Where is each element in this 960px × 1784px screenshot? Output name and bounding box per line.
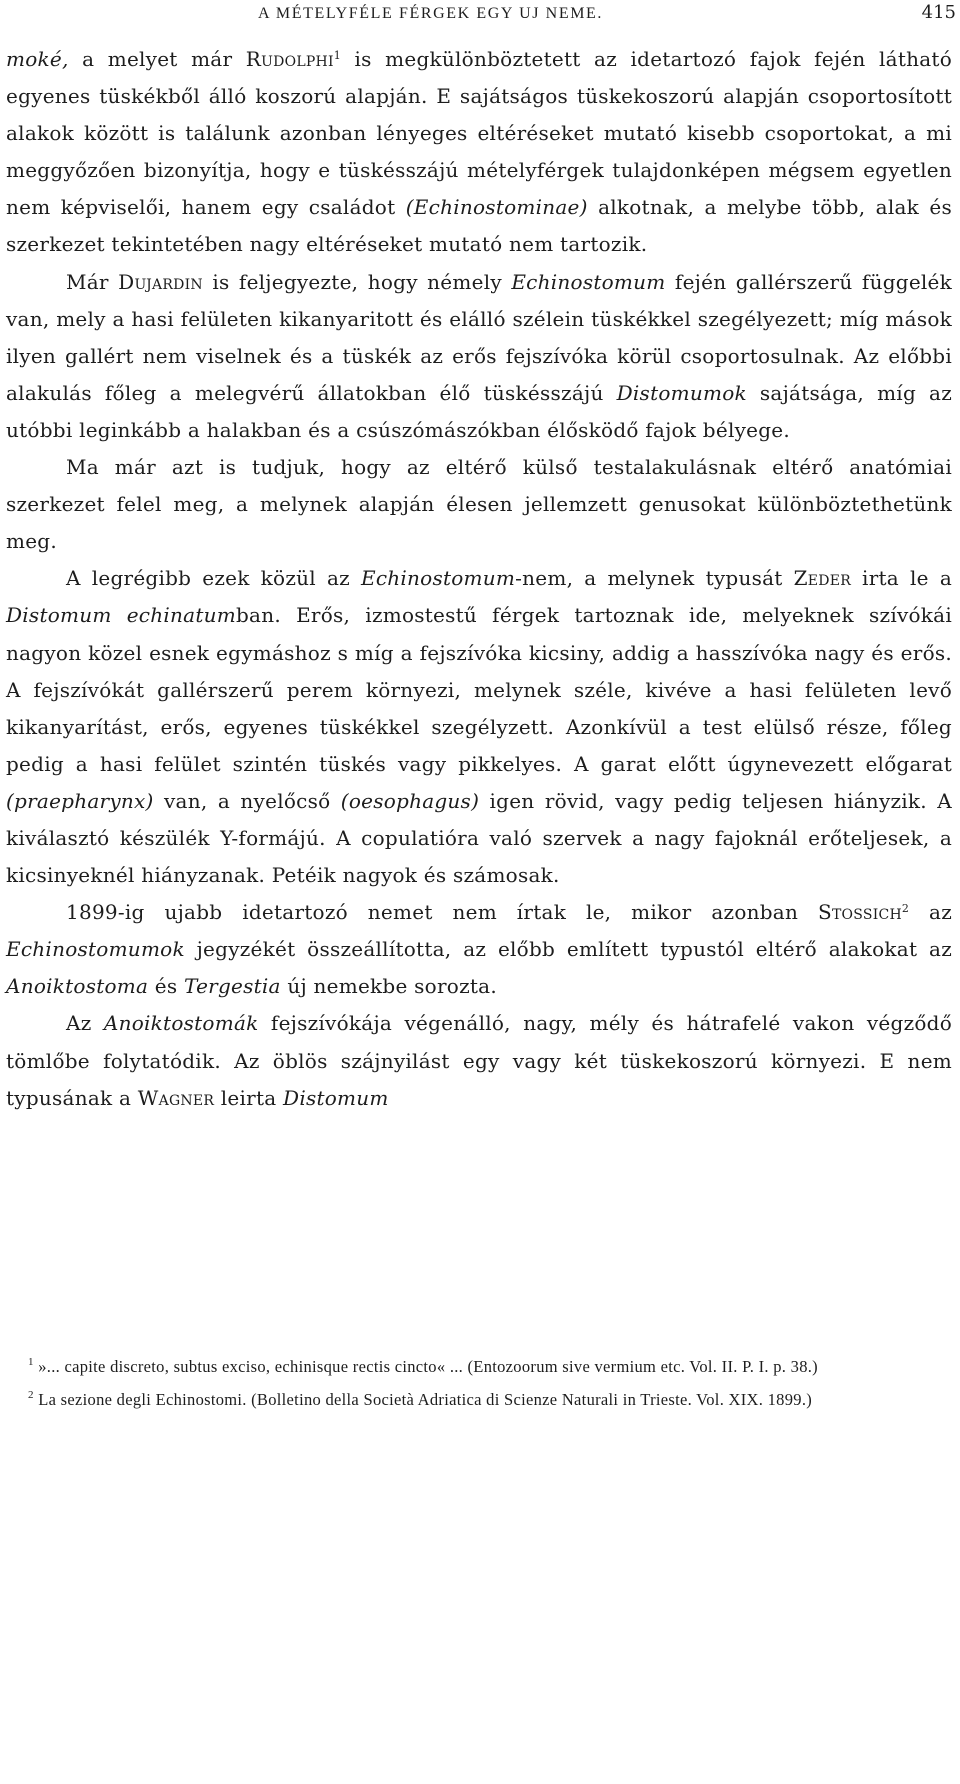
italic-term: moké, bbox=[6, 47, 69, 71]
text-run: fejszívókája végenálló, nagy, mély és hátrafelé vakon végződő tömlőbe folytatódik. Az öblös szájnyilást egy vagy két tüskekoszorú környezi. E nem typusának a bbox=[6, 1011, 952, 1110]
text-run: irta le a bbox=[851, 566, 952, 591]
text-run: A legrégibb ezek közül az bbox=[66, 566, 361, 591]
text-run: igen rövid, vagy pedig teljesen hiányzik. A kiválasztó készülék Y-formájú. A copulatióra való szervek a nagy fajoknál erőteljesek, a kicsinyeknél hiányzanak. Petéik nagyok és számosak. bbox=[6, 788, 952, 888]
paragraph bbox=[6, 449, 952, 560]
author-name: Wagner bbox=[137, 1085, 215, 1110]
italic-term: (praepharynx) bbox=[6, 788, 154, 813]
text-run: »... capite discreto, subtus exciso, echinisque rectis cincto« ... (Entozoorum sive vermium etc. Vol. II. P. I. p. 38.) bbox=[33, 1357, 818, 1376]
text-run: jegyzékét összeállította, az előbb említett typustól eltérő alakokat az bbox=[184, 937, 952, 962]
footnote-ref: 2 bbox=[28, 1389, 34, 1401]
body-text bbox=[6, 41, 952, 1117]
text-run: és bbox=[148, 974, 185, 999]
paragraph bbox=[6, 894, 952, 1005]
text-run: fején gallérszerű függelék van, mely a hasi felületen kikanyaritott és elálló szélein tüskékkel szegélyezett; míg mások ilyen gallért nem viselnek és a tüskék az erős fejszívóka körül csoportosulnak. Az előbbi alakulás főleg a melegvérű állatokban élő tüskésszájú bbox=[6, 269, 953, 405]
italic-term: Tergestia bbox=[184, 974, 281, 999]
text-run: is feljegyezte, hogy némely bbox=[202, 269, 512, 294]
footnote-ref: 2 bbox=[901, 902, 910, 916]
paragraph bbox=[6, 41, 952, 264]
italic-term: Anoiktostomák bbox=[103, 1011, 259, 1036]
text-run: alkotnak, a melybe több, alak és szerkezet tekintetében nagy eltéréseket mutató nem tartozik. bbox=[6, 195, 952, 257]
italic-term: Echinostomum bbox=[360, 566, 516, 591]
text-run: van, a nyelőcső bbox=[153, 788, 341, 813]
text-run: Az bbox=[66, 1011, 104, 1036]
author-name: Zeder bbox=[793, 566, 851, 591]
italic-term: Distomum echinatum bbox=[6, 603, 236, 628]
footnote-ref: 1 bbox=[28, 1356, 34, 1368]
text-run: az bbox=[909, 900, 952, 925]
text-run: Már bbox=[66, 269, 119, 294]
running-title: A MÉTELYFÉLE FÉRGEK EGY UJ NEME. bbox=[258, 5, 603, 22]
italic-term: Anoiktostoma bbox=[6, 974, 149, 999]
footnotes bbox=[6, 1350, 952, 1416]
paragraph bbox=[6, 264, 952, 449]
italic-term: Distomumok bbox=[616, 380, 747, 405]
paragraph bbox=[6, 1005, 952, 1116]
page-number: 415 bbox=[921, 2, 956, 23]
footnote-ref: 1 bbox=[333, 49, 342, 62]
footnote bbox=[6, 1383, 952, 1416]
page-header bbox=[6, 2, 960, 32]
text-run: a melyet már bbox=[68, 47, 246, 71]
paragraph bbox=[6, 560, 952, 894]
text-run: ban. Erős, izmostestű férgek tartoznak ide, melyeknek szívókái nagyon közel esnek egymáshoz s míg a fejszívóka kicsiny, addig a hasszívóka nagy és erős. A fejszívókát gallérszerű perem környezi, melynek széle, kivéve a hasi felületen levő kikanyarítást, erős, egyenes tüskékkel szegélyzett. Azonkívül a test elülső része, főleg pedig a hasi felület szintén tüskés vagy pikkelyes. A garat előtt úgynevezett előgarat bbox=[6, 603, 952, 776]
italic-term: Echinostomum bbox=[511, 269, 666, 294]
author-name: Dujardin bbox=[118, 269, 203, 294]
author-name: Rudolphi bbox=[245, 47, 334, 71]
text-run: leirta bbox=[214, 1085, 284, 1110]
text-run: új nemekbe sorozta. bbox=[280, 974, 497, 999]
footnote bbox=[6, 1350, 952, 1383]
text-run: La sezione degli Echinostomi. (Bolletino della Società Adriatica di Scienze Naturali in Trieste. Vol. XIX. 1899.) bbox=[33, 1390, 813, 1409]
text-run: -nem, a melynek typusát bbox=[515, 566, 794, 591]
italic-term: (oesophagus) bbox=[340, 788, 480, 813]
italic-term: (Echinostominae) bbox=[405, 195, 588, 220]
italic-term: Echinostomumok bbox=[6, 937, 185, 962]
text-run: Ma már azt is tudjuk, hogy az eltérő külső testalakulásnak eltérő anatómiai szerkezet felel meg, a melynek alapján élesen jellemzett genusokat különböztethetünk meg. bbox=[6, 455, 952, 554]
text-run: is megkülönböztetett az idetartozó fajok fején látható egyenes tüskékből álló koszorú alapján. E sajátságos tüskekoszorú alapján csoportosított alakok között is találunk azonban lényeges eltéréseket mutató kisebb csoportokat, a mi meggyőzően bizonyítja, hogy e tüskésszájú mételyférgek tulajdonképen mégsem egyetlen nem képviselői, hanem egy családot bbox=[6, 47, 953, 220]
text-run: sajátsága, míg az utóbbi leginkább a halakban és a csúszómászókban élősködő fajok bélyege. bbox=[6, 380, 952, 442]
author-name: Stossich bbox=[818, 900, 902, 925]
italic-term: Distomum bbox=[283, 1085, 389, 1110]
text-run: 1899-ig ujabb idetartozó nemet nem írtak le, mikor azonban bbox=[66, 900, 818, 925]
